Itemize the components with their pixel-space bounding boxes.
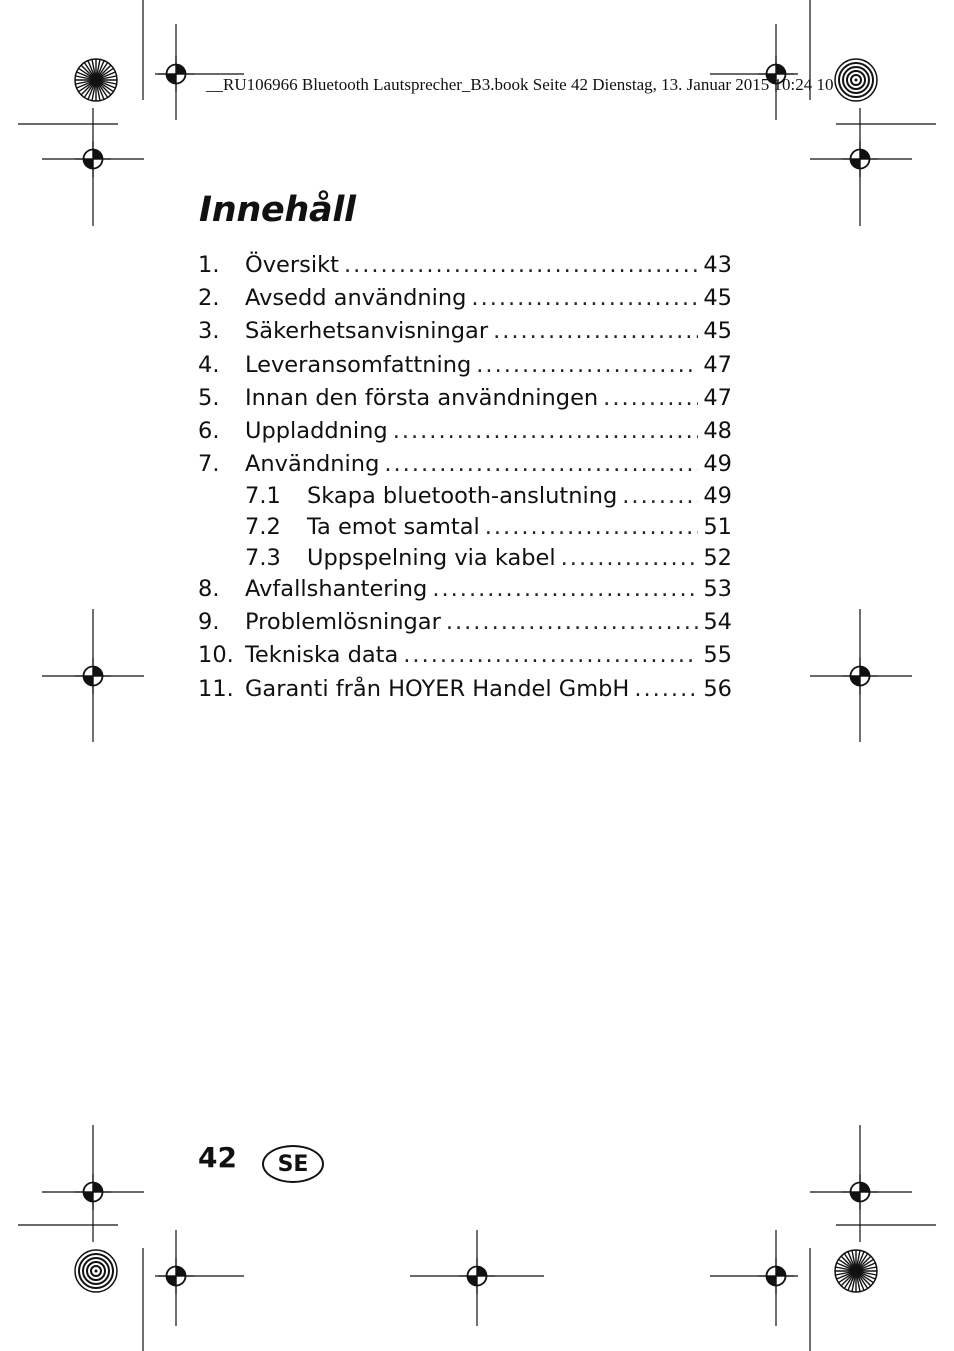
toc-entry-number: 3. <box>198 318 220 345</box>
toc-entry-number: 5. <box>198 384 220 411</box>
toc-entry-page: 49 <box>703 451 732 478</box>
toc-entry-page: 49 <box>703 483 732 510</box>
language-badge: SE <box>262 1145 324 1183</box>
toc-leader-dots <box>485 512 699 543</box>
toc-entry <box>198 382 732 415</box>
toc-subentry <box>198 543 732 574</box>
toc-entry-page: 55 <box>703 642 732 669</box>
toc-entry-title: Leveransomfattning <box>245 351 472 378</box>
toc-leader-dots <box>603 382 698 415</box>
toc-entry-number: 10. <box>198 642 234 669</box>
toc-entry <box>198 282 732 315</box>
toc-entry-number: 7. <box>198 451 220 478</box>
toc-entry-page: 51 <box>703 513 732 540</box>
toc-leader-dots <box>403 639 698 672</box>
toc-entry-number: 7.3 <box>245 544 281 571</box>
toc-entry-title: Uppspelning via kabel <box>307 544 556 571</box>
toc-entry <box>198 573 732 606</box>
toc-entry-number: 11. <box>198 675 234 702</box>
toc-entry-number: 4. <box>198 351 220 378</box>
toc-entry-page: 43 <box>703 252 732 278</box>
toc-entry-title: Problemlösningar <box>245 609 441 636</box>
toc-entry-title: Garanti från HOYER Handel GmbH <box>245 675 630 702</box>
toc-entry-title: Uppladdning <box>245 417 388 444</box>
toc-leader-dots <box>432 573 698 606</box>
toc-entry-title: Tekniska data <box>245 642 399 669</box>
toc-leader-dots <box>344 249 698 282</box>
print-header-slug: __RU106966 Bluetooth Lautsprecher_B3.book Seite 42 Dienstag, 13. Januar 2015 10:24 10 <box>206 75 834 94</box>
toc-entry-title: Skapa bluetooth-anslutning <box>307 483 618 510</box>
toc-entry-title: Säkerhetsanvisningar <box>245 318 489 345</box>
toc-entry-page: 56 <box>703 675 732 702</box>
toc-entry-page: 45 <box>703 285 732 312</box>
toc-entry-page: 54 <box>703 609 732 636</box>
toc-entry-title: Innan den första användningen <box>245 384 599 411</box>
toc-subentry <box>198 481 732 512</box>
toc-entry-number: 8. <box>198 576 220 603</box>
toc-entry-page: 53 <box>703 576 732 603</box>
toc-subentry <box>198 512 732 543</box>
toc-entry-title: Översikt <box>245 252 339 278</box>
toc-entry-page: 52 <box>703 544 732 571</box>
page-number: 42 <box>198 1141 237 1174</box>
toc-entry <box>198 415 732 448</box>
toc-entry-number: 7.1 <box>245 483 281 510</box>
toc-entry-number: 6. <box>198 417 220 444</box>
toc-entry <box>198 349 732 382</box>
toc-entry-number: 1. <box>198 252 220 278</box>
toc-entry-number: 2. <box>198 285 220 312</box>
toc-entry <box>198 673 732 706</box>
toc-leader-dots <box>634 673 698 706</box>
toc-entry-title: Användning <box>245 451 380 478</box>
toc-leader-dots <box>622 481 698 512</box>
toc-entry-page: 45 <box>703 318 732 345</box>
toc-leader-dots <box>561 543 699 574</box>
toc-entry <box>198 606 732 639</box>
toc-entry <box>198 639 732 672</box>
toc-entry <box>198 448 732 481</box>
toc-leader-dots <box>471 282 698 315</box>
toc-entry-title: Avsedd användning <box>245 285 467 312</box>
toc-entry-title: Avfallshantering <box>245 576 428 603</box>
toc-leader-dots <box>476 349 698 382</box>
toc-entry-page: 48 <box>703 417 732 444</box>
toc-entry-number: 7.2 <box>245 513 281 540</box>
toc-leader-dots <box>393 415 699 448</box>
toc-entry-page: 47 <box>703 351 732 378</box>
toc-entry-title: Ta emot samtal <box>307 513 480 540</box>
toc-entry-number: 9. <box>198 609 220 636</box>
toc-entry-page: 47 <box>703 384 732 411</box>
page-title: Innehåll <box>199 190 356 230</box>
toc-leader-dots <box>384 448 698 481</box>
table-of-contents <box>198 249 732 706</box>
toc-entry <box>198 249 732 282</box>
toc-leader-dots <box>493 315 698 348</box>
toc-entry <box>198 315 732 348</box>
toc-leader-dots <box>446 606 699 639</box>
